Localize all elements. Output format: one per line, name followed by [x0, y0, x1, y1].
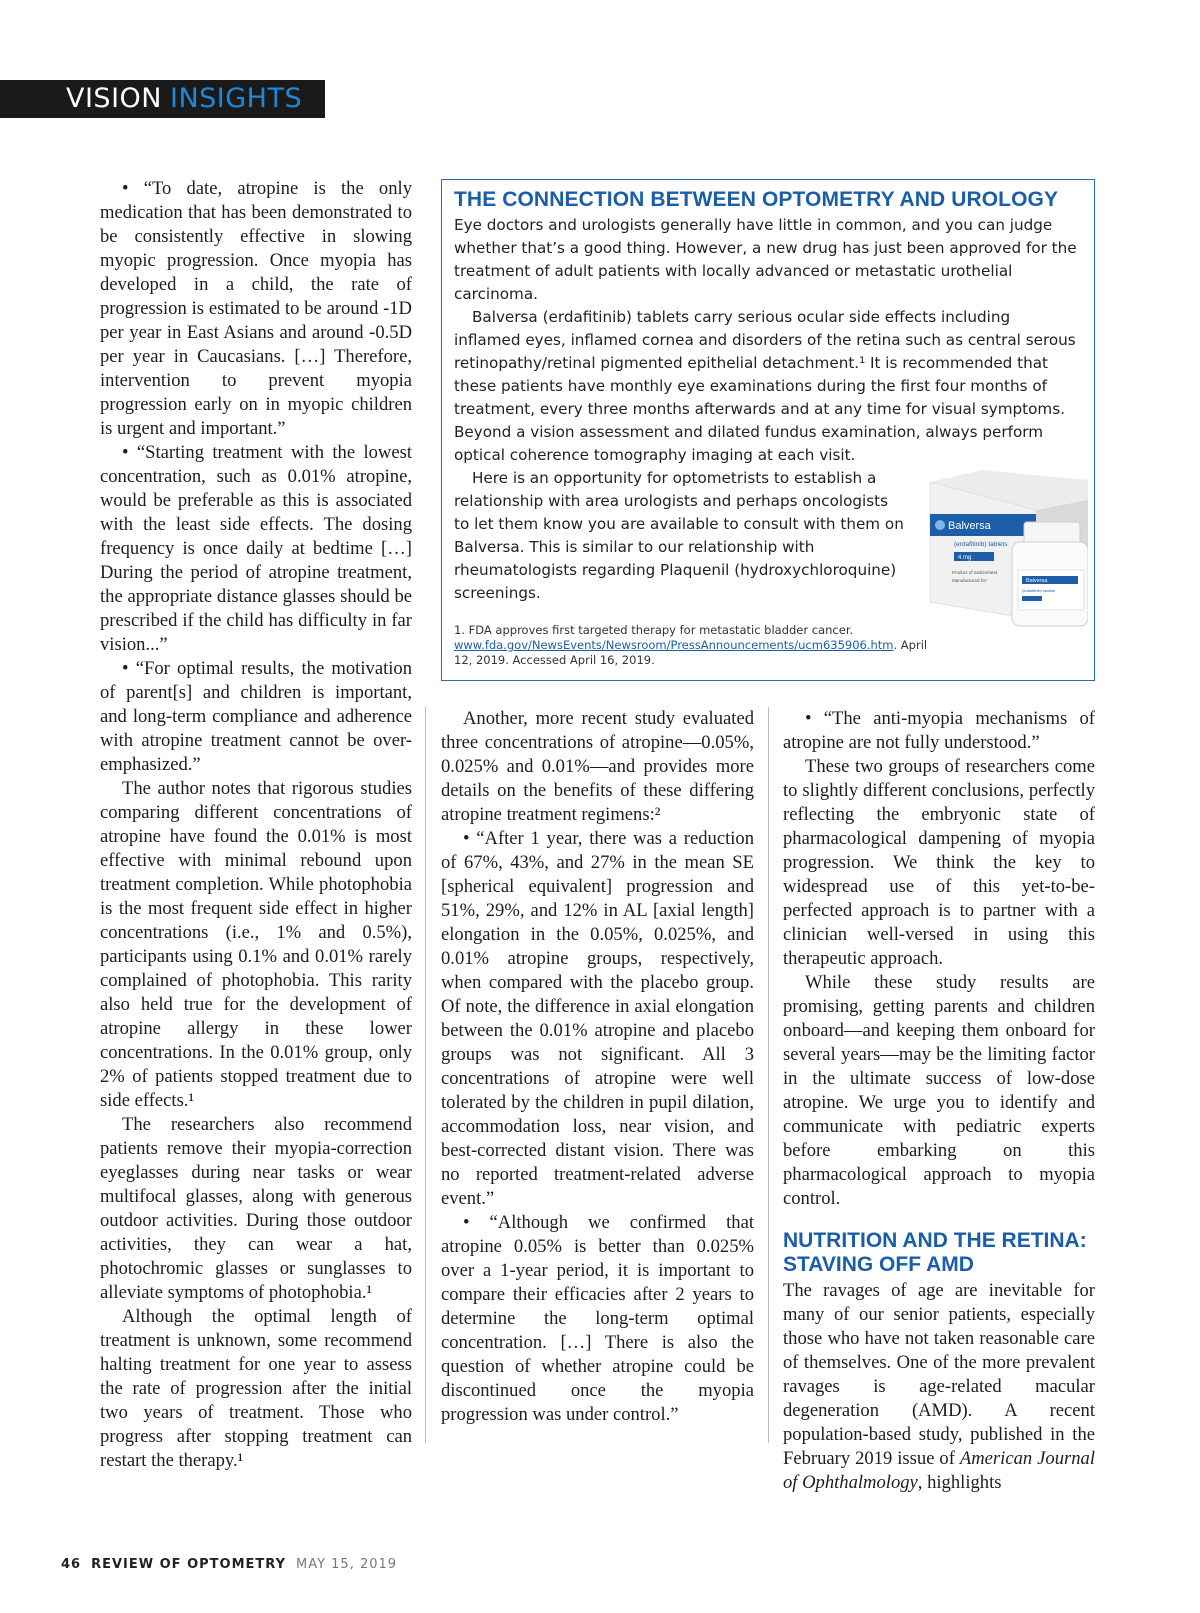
publication-name: REVIEW OF OPTOMETRY — [91, 1557, 286, 1572]
sidebar-box — [441, 179, 1095, 681]
body-paragraph: • “The anti-myopia mechanisms of atropine are not fully understood.” — [783, 708, 1095, 753]
body-paragraph: • “After 1 year, there was a reduction of 67%, 43%, and 27% in the mean SE [spherical equivalent] progression and 51%, 29%, and 12% in AL [axial length] elongation in the 0.05%, 0.025%, and 0.01% atropine groups, respectively, when compared with the placebo group. Of note, the difference in axial elongation between the 0.01% atropine and placebo groups was not significant. All 3 concentrations of atropine were well tolerated by the children in pupil dilation, accommodation loss, near vision, and best-corrected distant vision. There was no reported treatment-related adverse event.” — [441, 828, 754, 1209]
amd-text: The ravages of age are inevitable for many of our senior patients, especially those who have not taken reasonable care of themselves. One of the more prevalent ravages is age-related macular degeneration (AMD). A recent population-based study, published in the February 2019 issue of — [783, 1280, 1095, 1469]
section-header-bar — [0, 80, 325, 118]
section-header-part2: INSIGHTS — [169, 83, 303, 114]
sidebar-title: THE CONNECTION BETWEEN OPTOMETRY AND UROLOGY — [454, 188, 1059, 211]
footnote-date: . April 12, 2019. Accessed April 16, 2019. — [454, 638, 928, 667]
article-column-2 — [441, 707, 754, 1427]
column-divider — [768, 707, 769, 1443]
subhead-line-1: NUTRITION AND THE RETINA: — [783, 1229, 1087, 1252]
bottle-brand: Balversa — [1026, 578, 1048, 584]
amd-text-end: , highlights — [917, 1472, 1002, 1493]
sidebar-footnote — [454, 623, 934, 668]
sidebar-paragraph: Balversa (erdafitinib) tablets carry serious ocular side effects including inflamed eyes, inflamed cornea and disorders of the retina such as central serous retinopathy/retinal pigmented epithelial detachment.¹ It is recommended that these patients have monthly eye examinations during the first four months of treatment, every three months afterwards and at any time for visual symptoms. Beyond a vision assessment and dilated fundus examination, always perform optical coherence tomography imaging at each visit. — [454, 308, 1076, 464]
body-paragraph: While these study results are promising, getting parents and children onboard—and keeping them onboard for several years—may be the limiting factor in the ultimate success of low-dose atropine. We urge you to identify and communicate with pediatric experts before embarking on this pharmacological approach to myopia control. — [783, 972, 1095, 1209]
box-generic: (erdafitinib) tablets — [954, 541, 1008, 548]
box-origin: Product of Switzerland — [952, 570, 998, 575]
body-paragraph: Another, more recent study evaluated three concentrations of atropine—0.05%, 0.025% and 0.01%—and provides more details on the benefits of these differing atropine treatment regimens:² — [441, 708, 754, 825]
box-manufacturer: Manufactured for: — [952, 578, 988, 583]
body-paragraph: These two groups of researchers come to slightly different conclusions, perfectly reflecting the embryonic state of pharmacological dampening of myopia progression. We think the key to widespread use of this yet-to-be-perfected approach is to partner with a clinician well-versed in using this therapeutic approach. — [783, 756, 1095, 969]
journal-title: American Journal of Ophthalmology — [783, 1448, 1095, 1493]
balversa-product-image — [924, 470, 1088, 630]
body-paragraph: The author notes that rigorous studies comparing different concentrations of atropine have found the 0.01% is most effective with minimal rebound upon treatment completion. While photophobia is the most frequent side effect in higher concentrations (i.e., 1% and 0.5%), participants using 0.1% and 0.01% rarely complained of photophobia. This rarity also held true for the development of atropine allergy in these lower concentrations. In the 0.01% group, only 2% of patients stopped treatment due to side effects.¹ — [100, 778, 412, 1111]
body-paragraph: • “Starting treatment with the lowest concentration, such as 0.01% atropine, would be preferable as this is associated with the least side effects. The dosing frequency is once daily at bedtime […] During the period of atropine treatment, the appropriate distance glasses should be prescribed if the child has difficulty in far vision...” — [100, 442, 412, 655]
footnote-link[interactable]: www.fda.gov/NewsEvents/Newsroom/PressAnnouncements/ucm635906.htm — [454, 638, 894, 652]
body-paragraph: • “To date, atropine is the only medication that has been demonstrated to be consistently effective in slowing myopic progression. Once myopia has developed in a child, the rate of progression is estimated to be around -1D per year in East Asians and around -0.5D per year in Caucasians. […] Therefore, intervention to prevent myopia progression early on in myopic children is urgent and important.” — [100, 178, 412, 439]
body-paragraph: • “For optimal results, the motivation of parent[s] and children is important, and long-term compliance and adherence with atropine treatment cannot be over-emphasized.” — [100, 658, 412, 775]
body-paragraph: The researchers also recommend patients remove their myopia-correction eyeglasses during near tasks or wear multifocal glasses, along with generous outdoor activities. During those outdoor activities, they can wear a hat, photochromic glasses or sunglasses to alleviate symptoms of photophobia.¹ — [100, 1114, 412, 1303]
sidebar-paragraph: Here is an opportunity for optometrists to establish a relationship with area urologists and perhaps oncologists to let them know you are available to consult with them on Balversa. This is similar to our relationship with rheumatologists regarding Plaquenil (hydroxychloroquine) screenings. — [454, 469, 904, 602]
section-header-part1: VISION — [66, 83, 162, 114]
issue-date: MAY 15, 2019 — [295, 1557, 398, 1572]
subhead-line-2: STAVING OFF AMD — [783, 1253, 974, 1276]
page-footer — [61, 1557, 397, 1572]
column-divider — [425, 707, 426, 1443]
bottle-generic: (erdafitinib) tablets — [1022, 588, 1055, 593]
box-brand: Balversa — [948, 520, 991, 532]
footnote-text: 1. FDA approves first targeted therapy for metastatic bladder cancer. — [454, 623, 854, 637]
body-paragraph — [783, 1279, 1095, 1495]
sidebar-paragraph: Eye doctors and urologists generally have little in common, and you can judge whether that’s a good thing. However, a new drug has just been approved for the treatment of adult patients with locally advanced or metastatic urothelial carcinoma. — [454, 216, 1077, 303]
article-column-1 — [100, 177, 412, 1473]
section-header — [66, 82, 302, 116]
box-dose: 4 mg — [958, 555, 972, 561]
page-number: 46 — [61, 1557, 82, 1572]
article-column-3 — [783, 707, 1095, 1495]
body-paragraph: Although the optimal length of treatment is unknown, some recommend halting treatment for one year to assess the rate of progression after the initial two years of treatment. Those who progress after stopping treatment can restart the therapy.¹ — [100, 1306, 412, 1471]
section-subhead — [783, 1229, 1095, 1277]
body-paragraph: • “Although we confirmed that atropine 0.05% is better than 0.025% over a 1-year period, it is important to compare their efficacies after 2 years to determine the long-term optimal concentration. […] There is also the question of whether atropine could be discontinued once the myopia progression was under control.” — [441, 1212, 754, 1425]
